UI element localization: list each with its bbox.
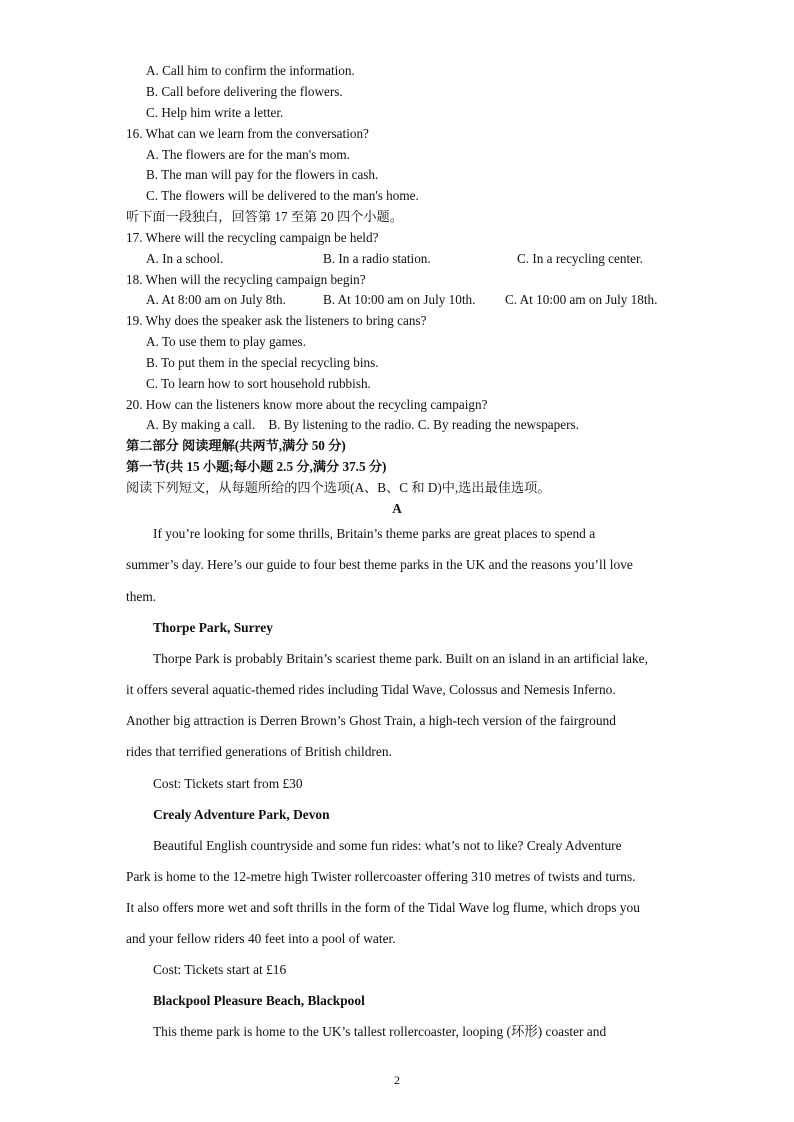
q18-option-a: A. At 8:00 am on July 8th. [146, 292, 286, 307]
q15-option-b: B. Call before delivering the flowers. [146, 84, 343, 99]
q15-option-c: C. Help him write a letter. [146, 105, 284, 120]
intro-line-2: summer’s day. Here’s our guide to four best theme parks in the UK and the reasons you’ll love [126, 557, 633, 572]
q19-option-b: B. To put them in the special recycling bins. [146, 355, 379, 370]
q17-question: 17. Where will the recycling campaign be held? [126, 230, 379, 245]
park2-line-3: It also offers more wet and soft thrills in the form of the Tidal Wave log flume, which drops you [126, 900, 640, 915]
q20-options: A. By making a call. B. By listening to the radio. C. By reading the newspapers. [146, 417, 579, 432]
park3-heading: Blackpool Pleasure Beach, Blackpool [153, 993, 365, 1008]
section-title: 第一节(共 15 小题;每小题 2.5 分,满分 37.5 分) [126, 459, 387, 474]
q18-question: 18. When will the recycling campaign begin? [126, 272, 366, 287]
q20-question: 20. How can the listeners know more about the recycling campaign? [126, 397, 488, 412]
q16-option-b: B. The man will pay for the flowers in cash. [146, 167, 379, 182]
q17-option-a: A. In a school. [146, 251, 224, 266]
intro-line-3: them. [126, 589, 157, 604]
park2-line-4: and your fellow riders 40 feet into a pool of water. [126, 931, 396, 946]
page-number: 2 [394, 1073, 400, 1087]
q18-option-b: B. At 10:00 am on July 10th. [323, 292, 476, 307]
q19-question: 19. Why does the speaker ask the listeners to bring cans? [126, 313, 427, 328]
park1-line-1: Thorpe Park is probably Britain’s scariest theme park. Built on an island in an artificial lake, [153, 651, 648, 666]
q16-question: 16. What can we learn from the conversation? [126, 126, 369, 141]
park2-line-1: Beautiful English countryside and some fun rides: what’s not to like? Crealy Adventure [153, 838, 622, 853]
q19-option-a: A. To use them to play games. [146, 334, 306, 349]
park2-heading: Crealy Adventure Park, Devon [153, 807, 330, 822]
park1-heading: Thorpe Park, Surrey [153, 620, 273, 635]
q17-option-b: B. In a radio station. [323, 251, 431, 266]
park1-line-2: it offers several aquatic-themed rides including Tidal Wave, Colossus and Nemesis Inferno. [126, 682, 616, 697]
q16-option-a: A. The flowers are for the man's mom. [146, 147, 350, 162]
intro-line-1: If you’re looking for some thrills, Britain’s theme parks are great places to spend a [153, 526, 596, 541]
park1-line-3: Another big attraction is Derren Brown’s Ghost Train, a high-tech version of the fairground [126, 713, 616, 728]
q16-option-c: C. The flowers will be delivered to the man's home. [146, 188, 419, 203]
reading-instruction: 阅读下列短文，从每题所给的四个选项(A、B、C 和 D)中,选出最佳选项。 [126, 480, 551, 495]
q19-option-c: C. To learn how to sort household rubbish. [146, 376, 371, 391]
q17-option-c: C. In a recycling center. [517, 251, 643, 266]
park2-line-2: Park is home to the 12-metre high Twister rollercoaster offering 310 metres of twists and turns. [126, 869, 636, 884]
park1-line-4: rides that terrified generations of British children. [126, 744, 392, 759]
park2-cost: Cost: Tickets start at £16 [153, 962, 287, 977]
passage-label: A [392, 501, 402, 516]
park3-line-1: This theme park is home to the UK’s tallest rollercoaster, looping (环形) coaster and [153, 1024, 607, 1039]
park1-cost: Cost: Tickets start from £30 [153, 776, 303, 791]
part-title: 第二部分 阅读理解(共两节,满分 50 分) [126, 438, 346, 453]
q18-option-c: C. At 10:00 am on July 18th. [505, 292, 658, 307]
monologue-instruction: 听下面一段独白，回答第 17 至第 20 四个小题。 [126, 209, 403, 224]
q15-option-a: A. Call him to confirm the information. [146, 63, 355, 78]
